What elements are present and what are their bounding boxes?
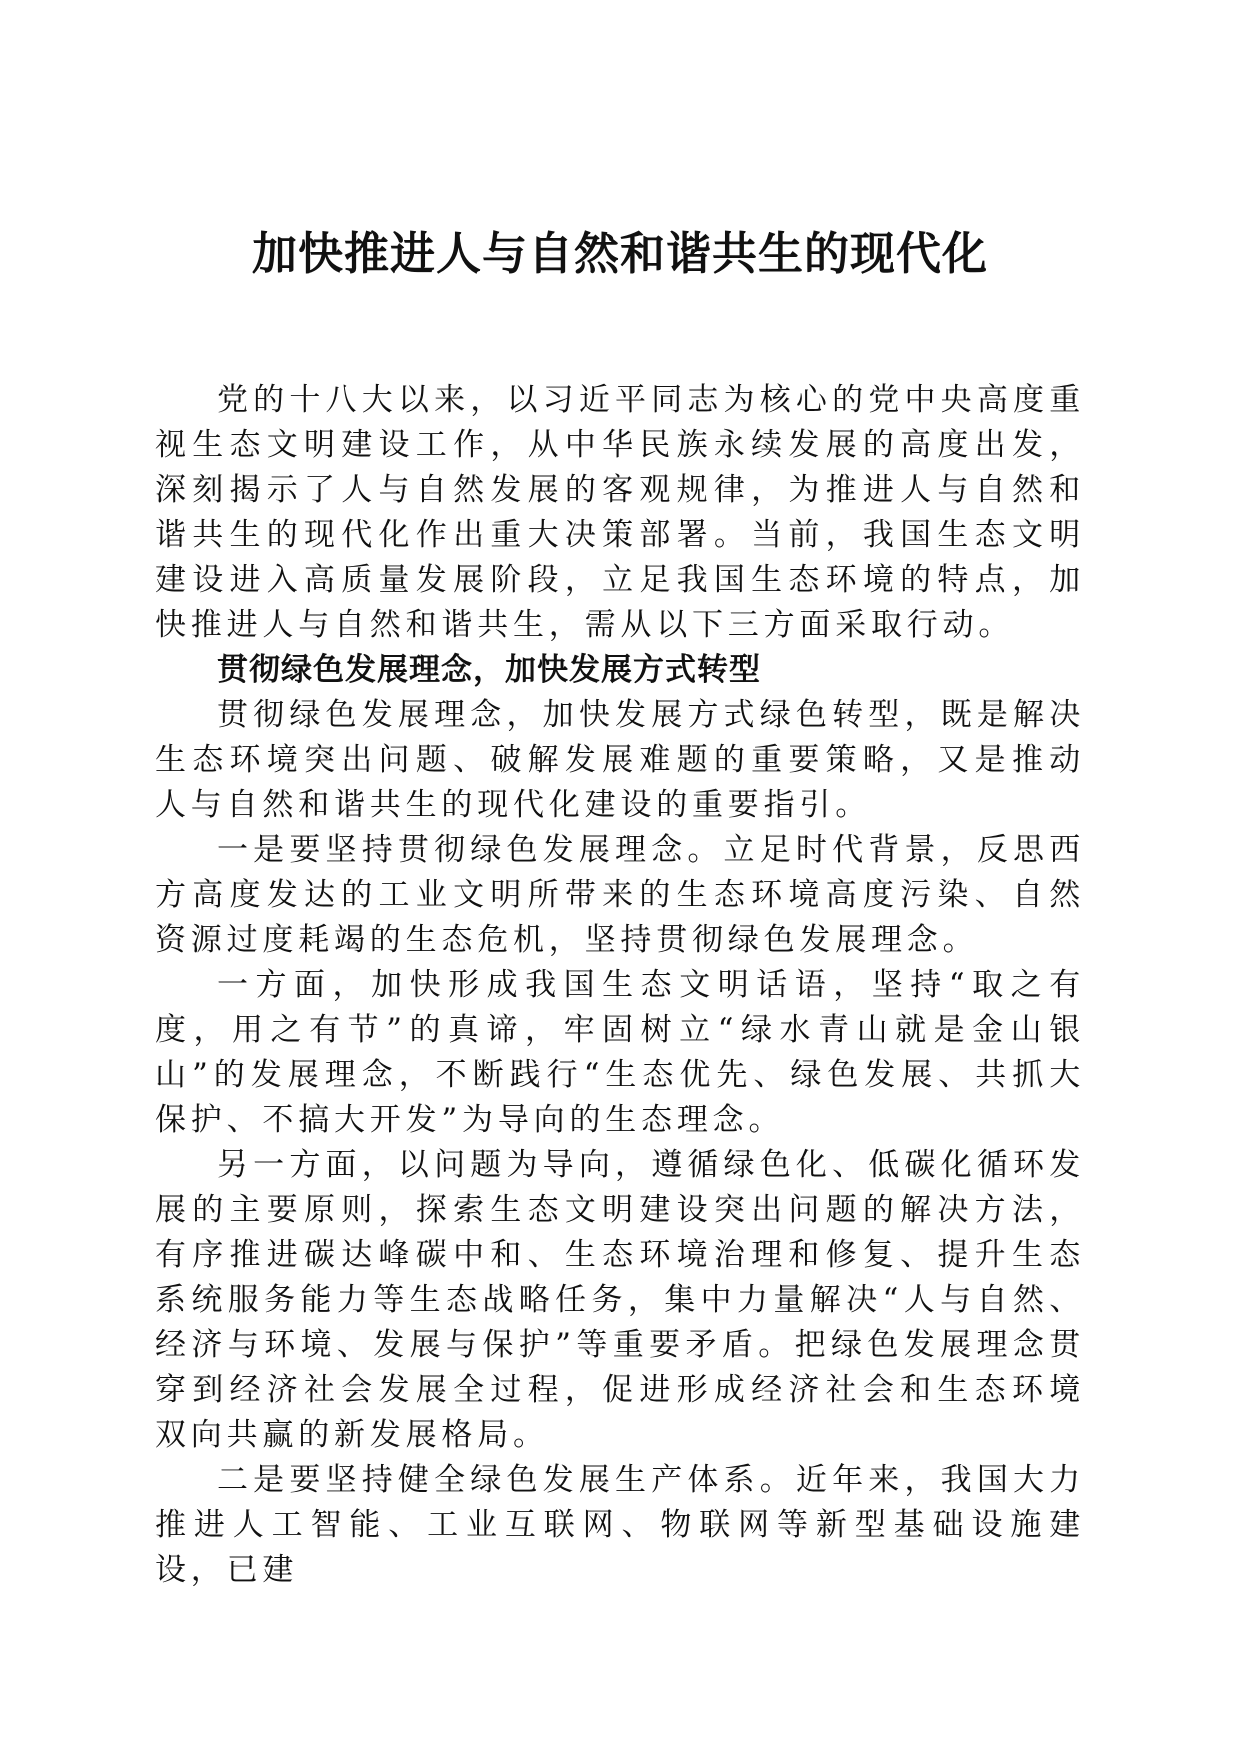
body-paragraph: 一方面，加快形成我国生态文明话语，坚持“取之有度，用之有节”的真谛，牢固树立“绿水青山就是金山银山”的发展理念，不断践行“生态优先、绿色发展、共抓大保护、不搞大开发”为导向的生态理念。 [155, 967, 1085, 1138]
body-paragraph: 另一方面，以问题为导向，遵循绿色化、低碳化循环发展的主要原则，探索生态文明建设突出问题的解决方法，有序推进碳达峰碳中和、生态环境治理和修复、提升生态系统服务能力等生态战略任务，集中力量解决“人与自然、经济与环境、发展与保护”等重要矛盾。把绿色发展理念贯穿到经济社会发展全过程，促进形成经济社会和生态环境双向共赢的新发展格局。 [155, 1147, 1085, 1453]
body-paragraph: 党的十八大以来，以习近平同志为核心的党中央高度重视生态文明建设工作，从中华民族永续发展的高度出发，深刻揭示了人与自然发展的客观规律，为推进人与自然和谐共生的现代化作出重大决策部署。当前，我国生态文明建设进入高质量发展阶段，立足我国生态环境的特点，加快推进人与自然和谐共生，需从以下三方面采取行动。 [155, 382, 1085, 643]
document-body [155, 378, 1085, 1593]
section-heading: 贯彻绿色发展理念，加快发展方式转型 [217, 652, 761, 688]
document-title: 加快推进人与自然和谐共生的现代化 [251, 227, 988, 280]
body-paragraph: 贯彻绿色发展理念，加快发展方式绿色转型，既是解决生态环境突出问题、破解发展难题的重要策略，又是推动人与自然和谐共生的现代化建设的重要指引。 [155, 697, 1085, 823]
body-paragraph: 一是要坚持贯彻绿色发展理念。立足时代背景，反思西方高度发达的工业文明所带来的生态环境高度污染、自然资源过度耗竭的生态危机，坚持贯彻绿色发展理念。 [155, 832, 1085, 958]
body-paragraph: 二是要坚持健全绿色发展生产体系。近年来，我国大力推进人工智能、工业互联网、物联网等新型基础设施建设，已建 [155, 1462, 1085, 1588]
